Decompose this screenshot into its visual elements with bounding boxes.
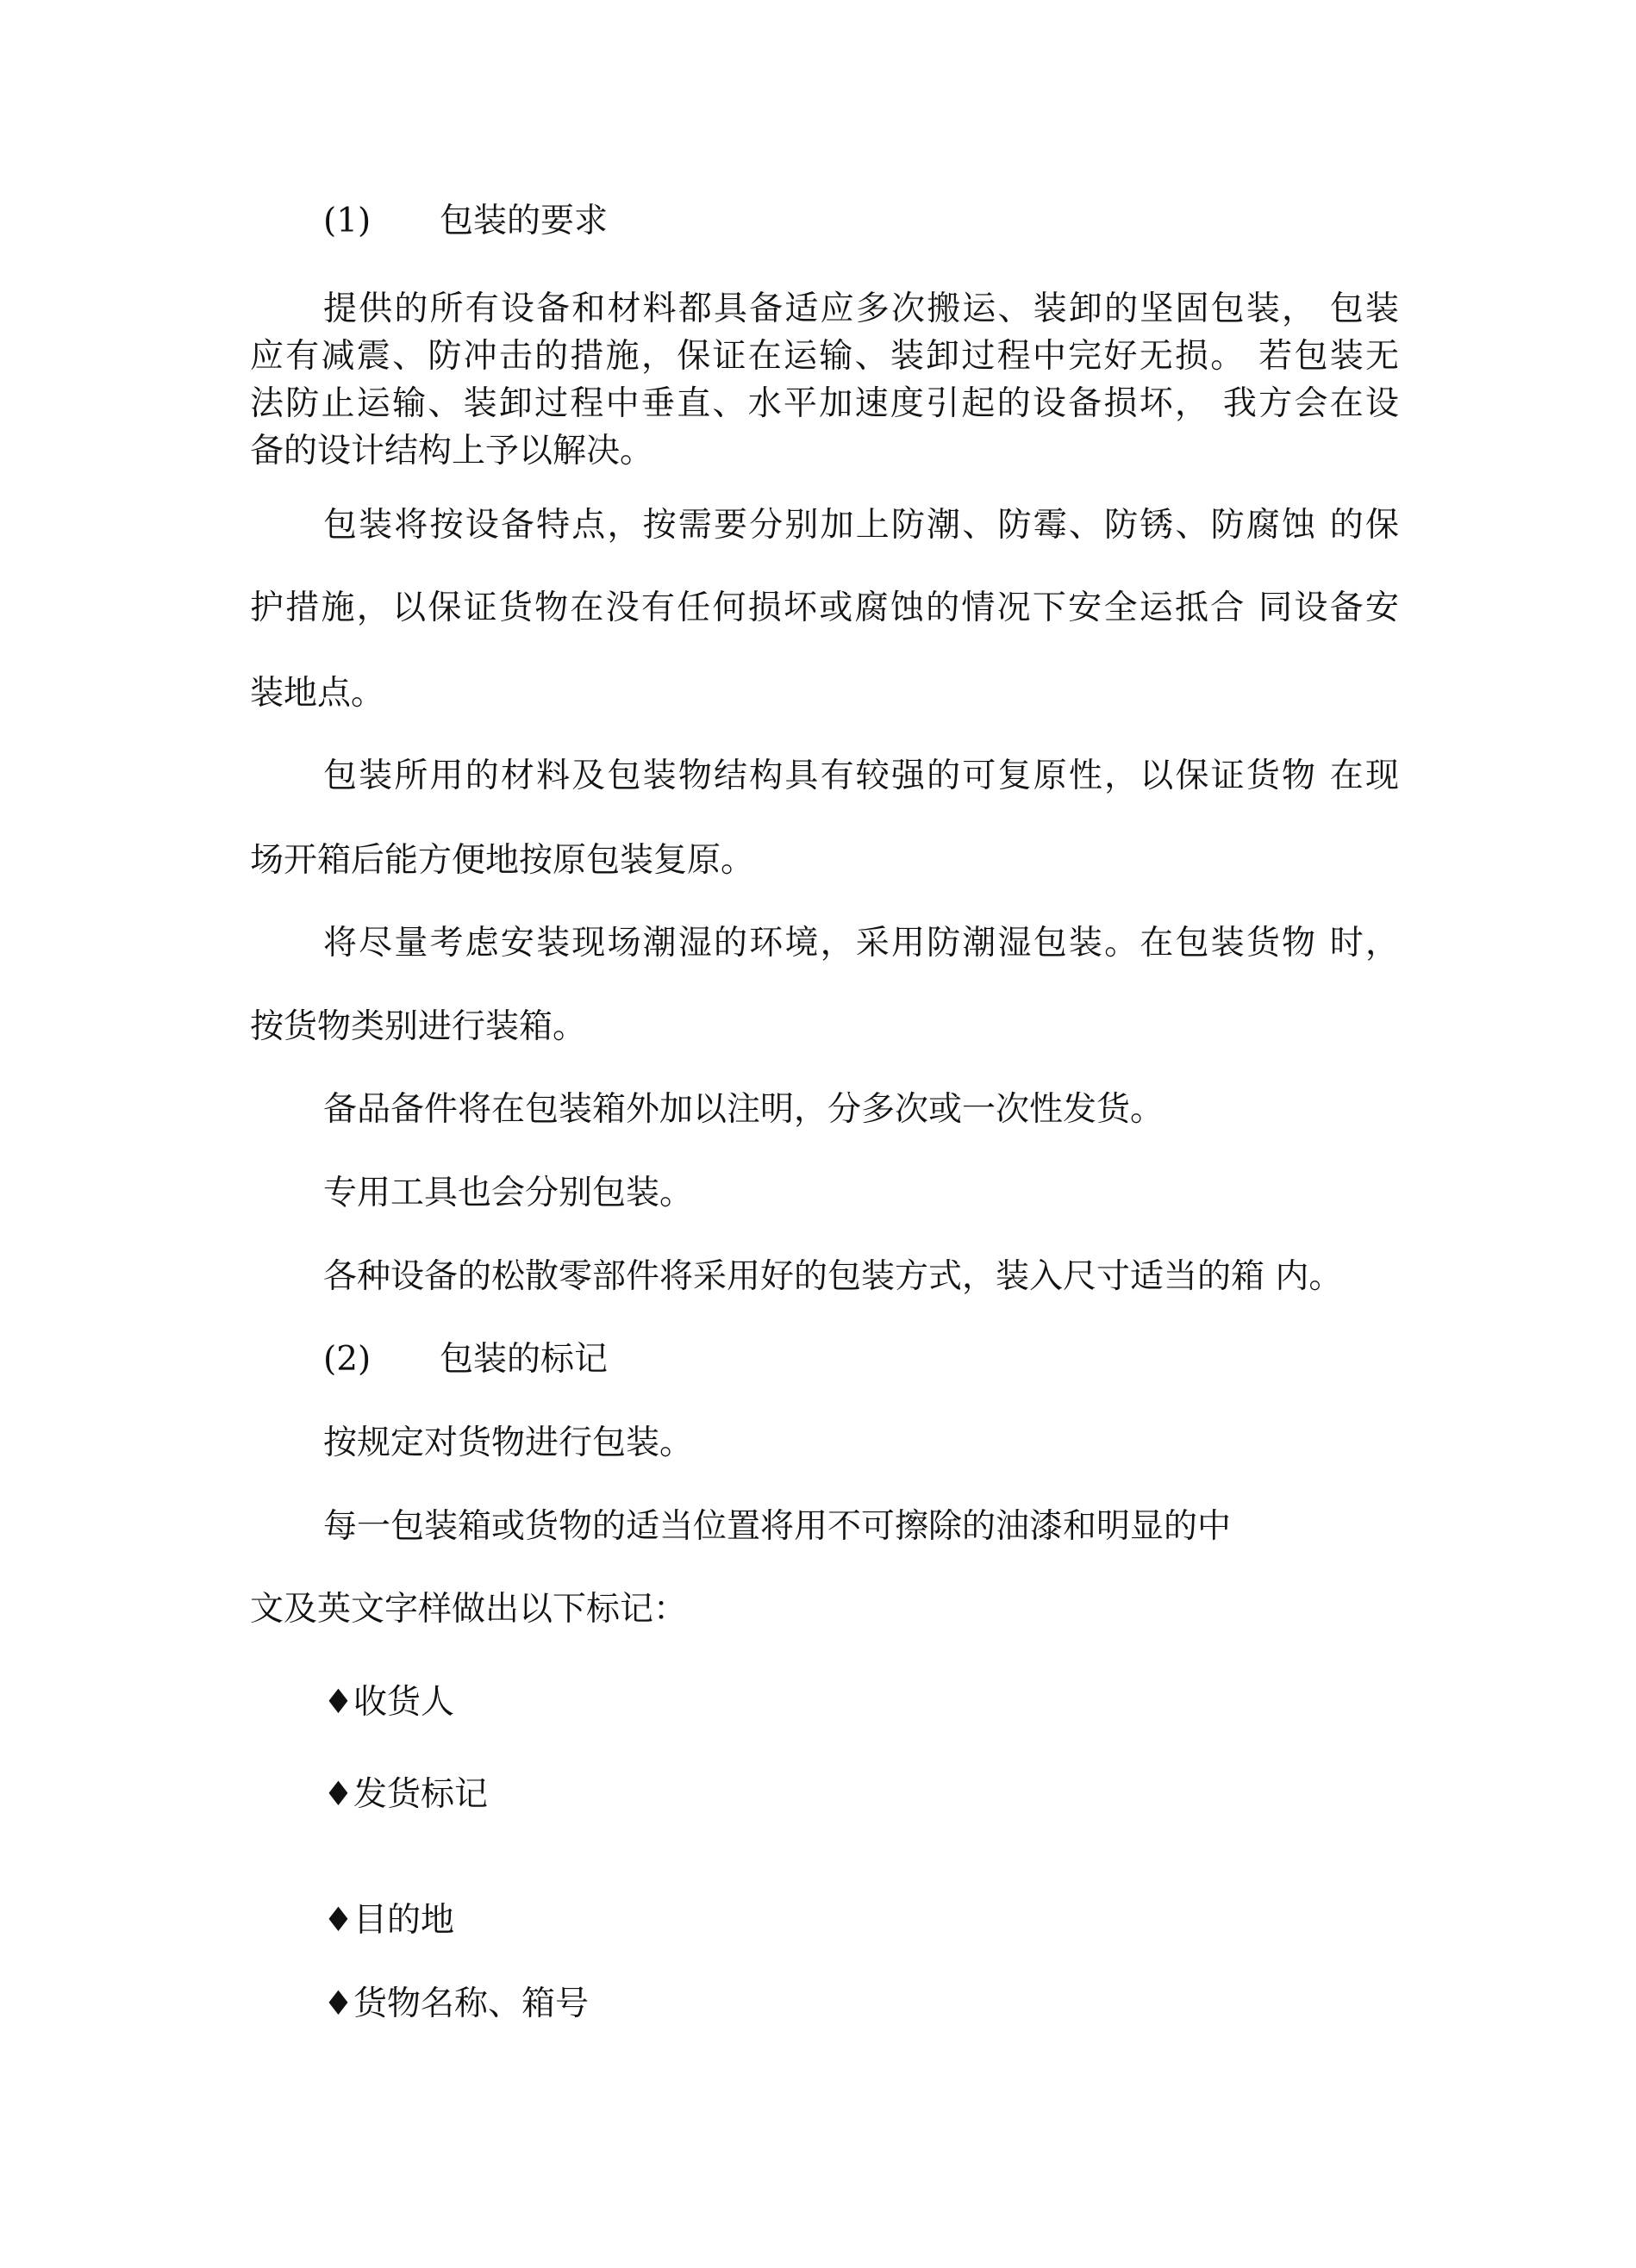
paragraph-line: 按规定对货物进行包装。 [323, 1424, 694, 1462]
paragraph-line: 按货物类别进行装箱。 [250, 1007, 587, 1046]
list-item: ♦目的地 [323, 1901, 454, 1940]
list-item: ♦货物名称、箱号 [323, 1984, 589, 2023]
paragraph-line: 专用工具也会分别包装。 [323, 1174, 694, 1212]
paragraph-line: 应有减震、防冲击的措施，保证在运输、装卸过程中完好无损。 若包装无 [250, 337, 1399, 376]
paragraph-line: 备的设计结构上予以解决。 [250, 432, 654, 470]
section-number: (2) [323, 1340, 372, 1379]
section-title: 包装的标记 [440, 1340, 609, 1379]
paragraph-line: 装地点。 [250, 674, 385, 713]
list-item: ♦收货人 [323, 1683, 454, 1722]
paragraph-line: 每一包装箱或货物的适当位置将用不可擦除的油漆和明显的中 [323, 1507, 1232, 1546]
paragraph-line: 护措施，以保证货物在没有任何损坏或腐蚀的情况下安全运抵合 同设备安 [250, 589, 1399, 627]
paragraph-line: 包装将按设备特点，按需要分别加上防潮、防霉、防锈、防腐蚀 的保 [323, 506, 1399, 545]
paragraph-line: 备品备件将在包装箱外加以注明，分多次或一次性发货。 [323, 1090, 1165, 1129]
paragraph-line: 包装所用的材料及包装物结构具有较强的可复原性，以保证货物 在现 [323, 757, 1399, 795]
paragraph-line: 提供的所有设备和材料都具备适应多次搬运、装卸的坚固包装， 包装 [323, 290, 1399, 328]
list-item: ♦发货标记 [323, 1775, 488, 1814]
section-heading-1 [323, 201, 608, 242]
section-title: 包装的要求 [440, 202, 609, 240]
paragraph-line: 将尽量考虑安装现场潮湿的环境，采用防潮湿包装。在包装货物 时， [323, 924, 1399, 963]
paragraph-line: 场开箱后能方便地按原包装复原。 [250, 841, 755, 880]
paragraph-line: 各种设备的松散零部件将采用好的包装方式，装入尺寸适当的箱 内。 [323, 1257, 1343, 1296]
section-heading-2 [323, 1339, 608, 1380]
paragraph-line: 文及英文字样做出以下标记： [250, 1590, 688, 1629]
paragraph-line: 法防止运输、装卸过程中垂直、水平加速度引起的设备损坏， 我方会在设 [250, 384, 1399, 423]
section-number: (1) [323, 202, 372, 240]
